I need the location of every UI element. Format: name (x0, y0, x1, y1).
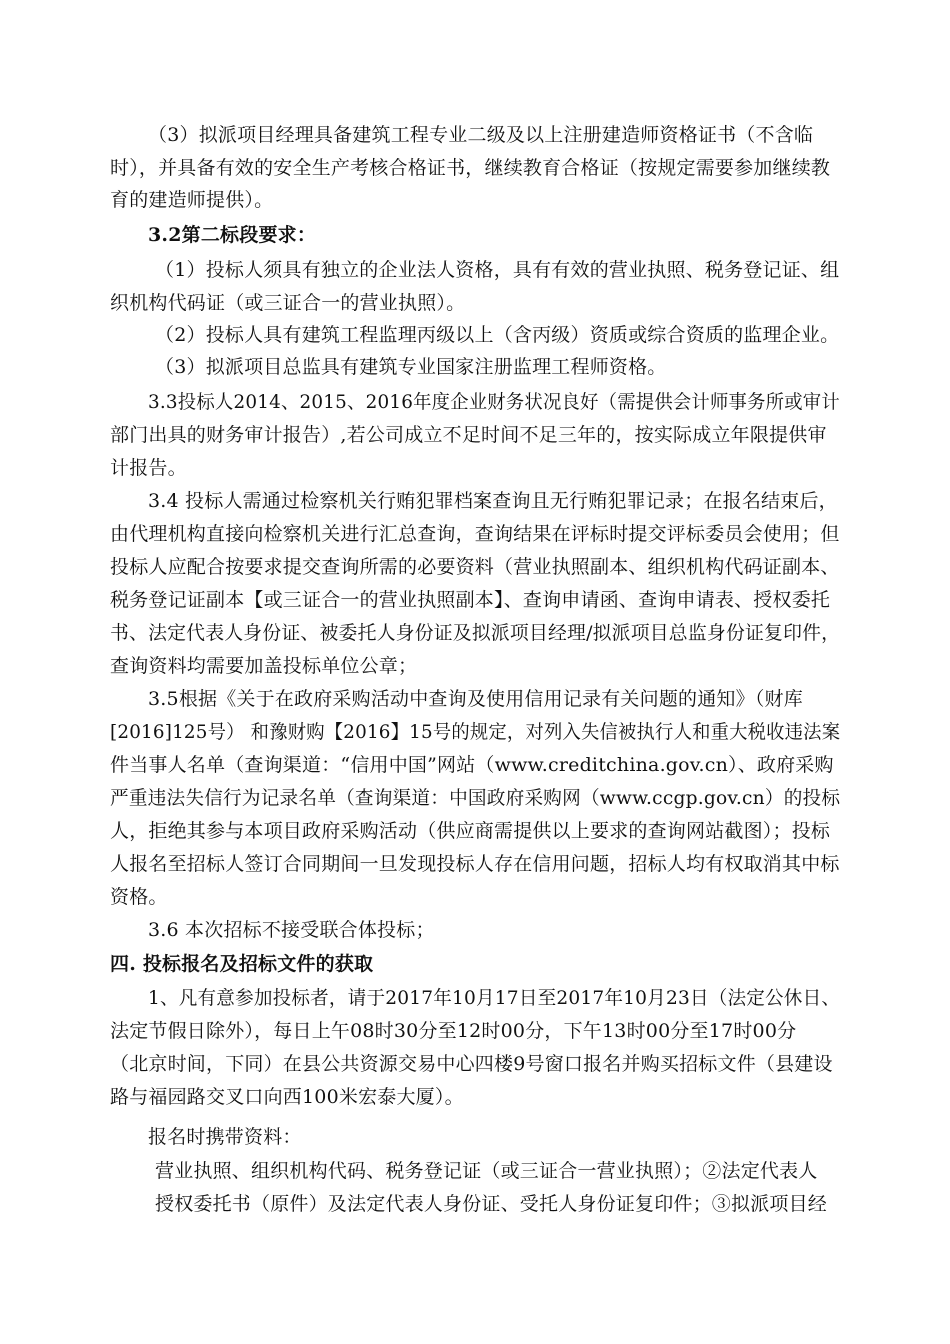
paragraph-line: （2）投标人具有建筑工程监理丙级以上（含丙级）资质或综合资质的监理企业。 (155, 324, 840, 346)
paragraph-line: （1）投标人须具有独立的企业法人资格，具有有效的营业执照、税务登记证、组 (155, 259, 840, 281)
paragraph-line: （3）拟派项目总监具有建筑专业国家注册监理工程师资格。 (155, 356, 667, 378)
paragraph-line: [2016]125号） 和豫财购【2016】15号的规定，对列入失信被执行人和重大税收违法案 (110, 721, 841, 743)
paragraph-line: 查询资料均需要加盖投标单位公章； (110, 655, 418, 677)
section-heading: 四. 投标报名及招标文件的获取 (110, 953, 374, 975)
section-heading: 3.2第二标段要求： (148, 224, 317, 246)
paragraph-line: 授权委托书（原件）及法定代表人身份证、受托人身份证复印件；③拟派项目经 (155, 1193, 828, 1215)
paragraph-line: 计报告。 (110, 457, 187, 479)
paragraph-line: 法定节假日除外），每日上午08时30分至12时00分，下午13时00分至17时00分 (110, 1020, 797, 1042)
paragraph-line: 资格。 (110, 886, 168, 908)
paragraph-line: 育的建造师提供）。 (110, 189, 274, 211)
paragraph-line: 书、法定代表人身份证、被委托人身份证及拟派项目经理/拟派项目总监身份证复印件， (110, 622, 841, 644)
paragraph-line: 3.4 投标人需通过检察机关行贿犯罪档案查询且无行贿犯罪记录；在报名结束后， (148, 490, 838, 512)
paragraph-line: 3.3投标人2014、2015、2016年度企业财务状况良好（需提供会计师事务所或审计 (148, 391, 840, 413)
paragraph-line: 税务登记证副本【或三证合一的营业执照副本】、查询申请函、查询申请表、授权委托 (110, 589, 831, 611)
paragraph-line: （北京时间，下同）在县公共资源交易中心四楼9号窗口报名并购买招标文件（县建设 (110, 1053, 833, 1075)
paragraph-line: 时），并具备有效的安全生产考核合格证书，继续教育合格证（按规定需要参加继续教 (110, 157, 831, 179)
paragraph-line: 3.5根据《关于在政府采购活动中查询及使用信用记录有关问题的通知》（财库 (148, 688, 803, 710)
paragraph-line: 由代理机构直接向检察机关进行汇总查询，查询结果在评标时提交评标委员会使用；但 (110, 523, 840, 545)
paragraph-line: 3.6 本次招标不接受联合体投标； (148, 919, 435, 941)
paragraph-line: 人，拒绝其参与本项目政府采购活动（供应商需提供以上要求的查询网站截图）；投标 (110, 820, 831, 842)
paragraph-line: 部门出具的财务审计报告）,若公司成立不足时间不足三年的，按实际成立年限提供审 (110, 424, 827, 446)
paragraph-line: 营业执照、组织机构代码、税务登记证（或三证合一营业执照）；②法定代表人 (155, 1160, 818, 1182)
paragraph-line: 织机构代码证（或三证合一的营业执照）。 (110, 292, 466, 314)
paragraph-line: 件当事人名单（查询渠道：“信用中国”网站（www.creditchina.gov.cn）、政府采购 (110, 754, 834, 776)
paragraph-line: 1、凡有意参加投标者，请于2017年10月17日至2017年10月23日（法定公休日、 (148, 987, 841, 1009)
paragraph-line: 投标人应配合按要求提交查询所需的必要资料（营业执照副本、组织机构代码证副本、 (110, 556, 840, 578)
paragraph-line: （3）拟派项目经理具备建筑工程专业二级及以上注册建造师资格证书（不含临 (148, 124, 814, 146)
paragraph-line: 报名时携带资料： (148, 1126, 302, 1148)
paragraph-line: 路与福园路交叉口向西100米宏泰大厦）。 (110, 1086, 464, 1108)
paragraph-line: 严重违法失信行为记录名单（查询渠道：中国政府采购网（www.ccgp.gov.cn）的投标 (110, 787, 841, 809)
paragraph-line: 人报名至招标人签订合同期间一旦发现投标人存在信用问题，招标人均有权取消其中标 (110, 853, 840, 875)
